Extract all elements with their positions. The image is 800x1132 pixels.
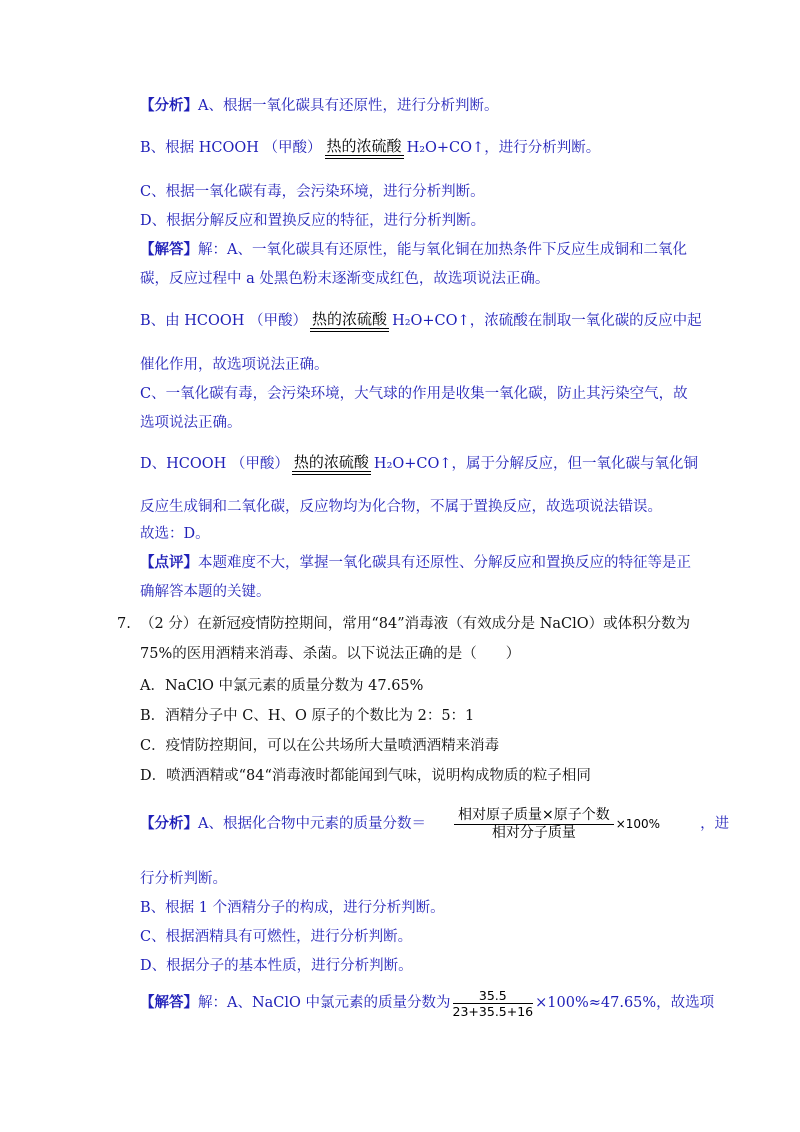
analysis-d-line: D、根据分解反应和置换反应的特征，进行分析判断。 bbox=[140, 213, 486, 229]
solution-tag: 【解答】 bbox=[140, 994, 198, 1011]
solution-c-line2: 选项说法正确。 bbox=[140, 415, 242, 431]
analysis2-c-line: C、根据酒精具有可燃性，进行分析判断。 bbox=[140, 929, 413, 945]
analysis-b-line: B、根据 HCOOH （甲酸） 热的浓硫酸 H₂O+CO↑，进行分析判断。 bbox=[140, 137, 600, 159]
analysis2-b-line: B、根据 1 个酒精分子的构成，进行分析判断。 bbox=[140, 900, 445, 916]
analysis-tag: 【分析】 bbox=[140, 97, 198, 114]
option-d: D．喷洒酒精或“84“消毒液时都能闻到气味，说明构成物质的粒子相同 bbox=[140, 768, 591, 784]
solution-b-line2: 催化作用，故选项说法正确。 bbox=[140, 357, 329, 373]
question-number: 7. bbox=[117, 616, 131, 632]
option-a: A．NaClO 中氯元素的质量分数为 47.65% bbox=[140, 678, 424, 694]
reaction-arrow-bar bbox=[292, 471, 371, 475]
solution-d-line2: 反应生成铜和二氧化碳，反应物均为化合物，不属于置换反应，故选项说法错误。 bbox=[140, 499, 662, 515]
question-stem-line2: 75%的医用酒精来消毒、杀菌。以下说法正确的是（ ） bbox=[140, 646, 521, 662]
option-c: C．疫情防控期间，可以在公共场所大量喷洒酒精来消毒 bbox=[140, 738, 500, 754]
chlorine-fraction: $\frac{35.5}{23+35.5+16}$ bbox=[452, 987, 534, 1019]
solution-a-line1: 【解答】解：A、一氧化碳具有还原性，能与氧化铜在加热条件下反应生成铜和二氧化 bbox=[140, 241, 687, 258]
analysis2-d-line: D、根据分子的基本性质，进行分析判断。 bbox=[140, 958, 413, 974]
reaction-condition: 热的浓硫酸 bbox=[310, 310, 389, 332]
mass-fraction-formula: $\frac{\text{相对原子质量×原子个数}}{\text{相对分子质量}}$ bbox=[454, 807, 614, 842]
reaction-condition: 热的浓硫酸 bbox=[325, 137, 404, 159]
reaction-condition: 热的浓硫酸 bbox=[292, 453, 371, 475]
analysis-a-line: 【分析】A、根据一氧化碳具有还原性，进行分析判断。 bbox=[140, 97, 499, 114]
reaction-arrow-bar bbox=[325, 155, 404, 159]
comment-line2: 确解答本题的关键。 bbox=[140, 584, 271, 600]
analysis2-a-line2: 行分析判断。 bbox=[140, 871, 227, 887]
comment-tag: 【点评】 bbox=[140, 554, 198, 571]
solution-answer: 故选：D。 bbox=[140, 526, 210, 542]
solution2-a-line: 【解答】解：A、NaClO 中氯元素的质量分数为 $\frac{35.5}{23+35.5+16}$ ×100%≈47.65%，故选项 bbox=[140, 987, 715, 1019]
analysis-tag: 【分析】 bbox=[140, 815, 198, 832]
analysis2-a-line1: 【分析】A、根据化合物中元素的质量分数＝ $\frac{\text{相对原子质量×原子个数}}{\text{相对分子质量}}$ ×100% ，进 bbox=[140, 806, 730, 841]
question-stem-line1: （2 分）在新冠疫情防控期间，常用“84”消毒液（有效成分是 NaClO）或体积分数为 bbox=[140, 616, 691, 632]
comment-line1: 【点评】本题难度不大，掌握一氧化碳具有还原性、分解反应和置换反应的特征等是正 bbox=[140, 554, 691, 571]
analysis-c-line: C、根据一氧化碳有毒，会污染环境，进行分析判断。 bbox=[140, 184, 485, 200]
reaction-arrow-bar bbox=[310, 328, 389, 332]
option-b: B．酒精分子中 C、H、O 原子的个数比为 2：5：1 bbox=[140, 708, 475, 724]
solution-d-line1: D、HCOOH （甲酸） 热的浓硫酸 H₂O+CO↑，属于分解反应，但一氧化碳与氧化铜 bbox=[140, 453, 698, 475]
solution-tag: 【解答】 bbox=[140, 241, 198, 258]
solution-a-line2: 碳，反应过程中 a 处黑色粉末逐渐变成红色，故选项说法正确。 bbox=[140, 271, 550, 287]
solution-c-line1: C、一氧化碳有毒，会污染环境，大气球的作用是收集一氧化碳，防止其污染空气，故 bbox=[140, 386, 688, 402]
solution-b-line1: B、由 HCOOH （甲酸） 热的浓硫酸 H₂O+CO↑，浓硫酸在制取一氧化碳的反应中起 bbox=[140, 310, 702, 332]
